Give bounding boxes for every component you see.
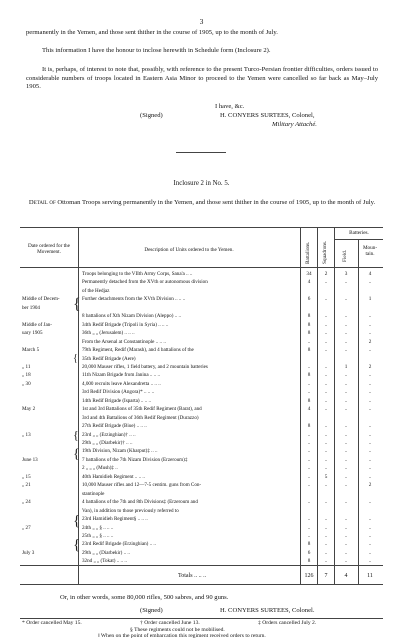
row-date: Middle of Decem- [22, 296, 60, 303]
row-description: 4 battalions of the 7th and 8th Divisions‡ (Erzeroum and [82, 499, 198, 506]
row-mountain-batteries: .. [368, 279, 372, 286]
row-mountain-batteries: .. [368, 330, 372, 337]
row-description: of the Hedjaz [82, 287, 110, 294]
row-field-batteries: 3 [344, 271, 348, 277]
paragraph-2: This information I have the honour to inclose herewith in Schedule form (Inclosure 2). [42, 47, 271, 54]
row-description: 20,000 Mauser rifles, 1 field battery, and 2 mountain batteries [82, 363, 208, 370]
row-description: 1st and 3rd Battalions of 35th Redif Regiment (Barat), and [82, 406, 202, 413]
row-squadrons: .. [324, 279, 328, 286]
row-field-batteries: 1 [344, 363, 348, 370]
col-divider-battalions [317, 227, 318, 584]
row-description: 14th Redif Brigade (Isparta) .. .. .. [82, 397, 152, 404]
row-squadrons: .. [324, 338, 328, 345]
row-mountain-batteries: .. [368, 423, 372, 430]
row-field-batteries: .. [344, 397, 348, 404]
row-battalions: .. [307, 431, 311, 438]
row-field-batteries: .. [344, 372, 348, 379]
row-battalions: 8 [307, 321, 311, 328]
row-mountain-batteries: .. [368, 499, 372, 506]
row-description: 10,000 Mauser rifles and 12—7-5 centim. guns from Con- [82, 482, 202, 489]
row-squadrons: .. [324, 516, 328, 523]
row-mountain-batteries: .. [368, 431, 372, 438]
section-divider [176, 152, 226, 153]
row-mountain-batteries: .. [368, 541, 372, 548]
row-squadrons: .. [324, 389, 328, 396]
row-date: „ 15 [22, 473, 31, 480]
row-battalions: .. [307, 465, 311, 472]
row-field-batteries: .. [344, 389, 348, 396]
row-squadrons: .. [324, 482, 328, 489]
row-field-batteries: .. [344, 431, 348, 438]
row-mountain-batteries: .. [368, 347, 372, 354]
row-mountain-batteries: .. [368, 473, 372, 480]
row-date: „ 11 [22, 363, 31, 370]
row-mountain-batteries: .. [368, 380, 372, 387]
col-divider-squadrons [334, 227, 335, 584]
row-battalions: 8 [307, 330, 311, 337]
row-field-batteries: .. [344, 549, 348, 556]
row-squadrons: .. [324, 558, 328, 565]
row-description: 2 „ „ „ (Mush)‡ .. [82, 465, 118, 472]
row-battalions: 8 [307, 372, 311, 379]
signature-name: H. CONYERS SURTEES, Colonel, [220, 112, 315, 119]
row-squadrons: .. [324, 465, 328, 472]
row-squadrons: .. [324, 448, 328, 455]
row-date: „ 13 [22, 431, 31, 438]
row-description: 40th Hamidieh Regiment .. .. .. [82, 473, 145, 480]
row-field-batteries: .. [344, 440, 348, 446]
row-field-batteries: .. [344, 423, 348, 430]
row-battalions: .. [307, 380, 311, 387]
row-mountain-batteries: .. [368, 558, 372, 565]
row-battalions: 8 [307, 313, 311, 320]
table-top-rule [20, 227, 383, 228]
table-totals-rule [20, 565, 383, 566]
row-field-batteries: .. [344, 532, 348, 539]
paragraph-1: permanently in the Yemen, and those sent thither in the course of 1905, up to the month of July. [26, 29, 278, 36]
row-battalions: .. [307, 440, 311, 446]
row-squadrons: .. [324, 347, 328, 354]
row-date: „ 18 [22, 372, 31, 379]
brace: { [73, 353, 78, 364]
row-date: March 5 [22, 347, 40, 354]
row-date: „ 30 [22, 380, 31, 387]
row-battalions: 8 [307, 347, 311, 354]
row-squadrons: .. [324, 330, 328, 337]
row-battalions: 6 [307, 549, 311, 556]
row-mountain-batteries: .. [368, 532, 372, 539]
header-squadrons: Squadrons. [322, 240, 328, 264]
row-mountain-batteries: .. [368, 440, 372, 446]
row-squadrons: .. [324, 440, 328, 446]
row-squadrons: .. [324, 423, 328, 430]
row-description: 3rd and 4th Battalions of 36th Redif Regiment (Durazzo) [82, 414, 199, 421]
footnote-star: * Order cancelled May 15. [22, 620, 82, 626]
brace: { [73, 447, 80, 462]
brace: { [73, 428, 79, 442]
enclosure-heading: Inclosure 2 in No. 5. [173, 180, 230, 187]
row-battalions: 4 [307, 279, 311, 286]
row-mountain-batteries: .. [368, 406, 372, 413]
row-mountain-batteries: .. [368, 465, 372, 472]
row-field-batteries: .. [344, 448, 348, 455]
row-description: Permanently detached from the XVth or autonomous division [82, 279, 208, 286]
header-batteries: Batteries. [349, 230, 369, 236]
row-field-batteries: .. [344, 482, 348, 489]
page-number: 3 [199, 17, 204, 26]
row-battalions: 34 [306, 271, 312, 277]
header-mountain: Moun-tain. [362, 245, 378, 258]
row-field-batteries: .. [344, 313, 348, 320]
row-mountain-batteries: .. [368, 372, 372, 379]
row-mountain-batteries: .. [368, 516, 372, 523]
row-description: Further detachments from the XVth Division .. .. .. [82, 296, 186, 303]
row-description: 32nd „ „ (Tokat) .. .. .. [82, 558, 127, 565]
row-date: „ 27 [22, 524, 31, 531]
signature-honour: I have, &c. [215, 103, 245, 110]
table-title [26, 199, 378, 208]
row-squadrons: .. [324, 431, 328, 438]
col-divider-date [78, 227, 79, 584]
row-field-batteries: .. [344, 473, 348, 480]
header-field: Field. [342, 250, 348, 262]
row-field-batteries: .. [344, 516, 348, 523]
row-description: 34th Redif Brigade (Tripoli in Syria) .. .. .. [82, 321, 169, 328]
row-squadrons: .. [324, 499, 328, 506]
row-field-batteries: .. [344, 465, 348, 472]
total-mountain: 11 [367, 573, 373, 579]
row-battalions: .. [307, 389, 311, 396]
row-description: 27th Redif Brigade (Biue) .. .. .. [82, 423, 147, 430]
row-mountain-batteries: .. [368, 389, 372, 396]
signature-signed: (Signed) [140, 112, 163, 119]
row-mountain-batteries: .. [368, 448, 372, 455]
row-battalions: 6 [307, 296, 311, 303]
row-mountain-batteries: .. [368, 313, 372, 320]
row-field-batteries: .. [344, 499, 348, 506]
paragraph-3: It is, perhaps, of interest to note that, possibly, with reference to the present Turco-Persian frontier difficulties, orders issued to considerable numbers of troops located in Eastern Asia Minor to proceed to the Yemen were cancelled so far back as May–July 1905. [26, 66, 378, 91]
row-field-batteries: .. [344, 279, 348, 286]
row-field-batteries: .. [344, 524, 348, 531]
row-field-batteries: .. [344, 347, 348, 354]
row-squadrons: 5 [324, 473, 328, 480]
row-date: „ 21 [22, 482, 31, 489]
totals-label: Totals .. .. .. [178, 573, 207, 579]
row-description: 36th „ „ (Jerusalem) .. .. .. [82, 330, 135, 337]
row-battalions: .. [307, 482, 311, 489]
row-date: uary 1905 [22, 330, 43, 337]
footnote-rule [20, 618, 383, 619]
row-battalions: .. [307, 448, 311, 455]
total-field: 4 [344, 573, 348, 579]
brace: { [73, 296, 81, 313]
row-battalions: .. [307, 473, 311, 480]
row-description: From the Arsenal at Constantinople .. .. .. [82, 338, 166, 345]
row-mountain-batteries: 4 [368, 271, 372, 277]
row-battalions: 8 [307, 558, 311, 565]
row-mountain-batteries: .. [368, 524, 372, 531]
row-squadrons: .. [324, 363, 328, 370]
table-title-lead: Detail of [28, 199, 56, 206]
table-header-rule [20, 267, 383, 268]
row-field-batteries: .. [344, 296, 348, 303]
row-battalions: .. [307, 456, 311, 463]
row-description: 24th „ „ § .. .. .. [82, 524, 114, 531]
row-mountain-batteries: .. [368, 397, 372, 404]
col-divider-desc [300, 227, 301, 584]
row-field-batteries: .. [344, 380, 348, 387]
row-description: stantinople [82, 490, 105, 497]
row-squadrons: 2 [324, 271, 328, 277]
header-description: Description of Units ordered to the Yemen. [144, 247, 234, 253]
total-squadrons: 7 [324, 573, 328, 579]
row-description: 8 battalions of Xth Nizam Division (Aleppo) .. .. [82, 313, 182, 320]
row-date: „ 24 [22, 499, 31, 506]
row-squadrons: .. [324, 549, 328, 556]
header-date: Date ordered for the Movement. [28, 243, 70, 256]
row-description: 19th Division, Nizam (Kharput)‡ .. .. [82, 448, 158, 455]
row-mountain-batteries: .. [368, 549, 372, 556]
row-description: 29th „ „ (Diarbekir) .. .. [82, 549, 130, 556]
row-squadrons: .. [324, 524, 328, 531]
row-battalions: .. [307, 524, 311, 531]
row-squadrons: .. [324, 541, 328, 548]
row-date: June 13 [22, 456, 38, 463]
row-description: Troops belonging to the VIIth Army Corps, Sana'a .. .. [82, 271, 193, 277]
row-description: 4,000 recruits leave Alexandretta .. .. .. [82, 380, 161, 387]
row-mountain-batteries: .. [368, 456, 372, 463]
row-squadrons: .. [324, 380, 328, 387]
row-field-batteries: .. [344, 558, 348, 565]
row-battalions: .. [307, 532, 311, 539]
row-battalions: .. [307, 499, 311, 506]
footnote-section: § These regiments could not be mobilised. [130, 627, 225, 633]
col-divider-field [358, 239, 359, 584]
row-date: ber 1904 [22, 304, 40, 311]
row-squadrons: .. [324, 532, 328, 539]
footnote-parallel: ‖ When on the point of embarcation this regiment received orders to return. [98, 633, 266, 639]
footnote-double-dagger: ‡ Orders cancelled July 2. [258, 620, 317, 626]
row-field-batteries: .. [344, 321, 348, 328]
row-battalions: 8 [307, 423, 311, 430]
row-description: 23rd „ „ (Erzinghian)† .. .. [82, 431, 136, 438]
row-date: Middle of Jan- [22, 321, 52, 328]
total-battalions: 126 [304, 573, 314, 579]
row-date: July 3 [22, 549, 35, 556]
table-title-rest: Ottoman Troops serving permanently in the Yemen, and those sent thither in the course of 1905, up to the month of July. [57, 199, 376, 206]
row-battalions: 8 [307, 541, 311, 548]
closing-sentence: Or, in other words, some 80,000 rifles, 500 sabres, and 90 guns. [60, 594, 229, 601]
row-description: 29th „ „ (Diarbekir)† .. .. [82, 440, 133, 446]
row-squadrons: .. [324, 372, 328, 379]
row-description: 79th Regiment, Redif (Marash), and 4 battalions of the [82, 347, 194, 354]
row-battalions: 4 [307, 406, 311, 413]
row-description: 35th Redif Brigade (Aere) [82, 355, 136, 362]
row-description: 23rd Redif Brigade (Erzinghian) .. .. [82, 541, 156, 548]
row-squadrons: .. [324, 397, 328, 404]
row-squadrons: .. [324, 406, 328, 413]
row-description: 25th „ „ § .. .. .. [82, 532, 114, 539]
row-field-batteries: .. [344, 330, 348, 337]
brace: { [73, 537, 81, 553]
row-mountain-batteries: 2 [368, 482, 372, 489]
row-description: 7 battalions of the 7th Nizam Division (Erzeroum)‡ [82, 456, 188, 463]
row-battalions: 8 [307, 397, 311, 404]
row-mountain-batteries: .. [368, 321, 372, 328]
row-field-batteries: .. [344, 338, 348, 345]
signature-title: Military Attaché. [272, 121, 317, 128]
row-description: Van), in addition to those previously referred to [82, 507, 179, 514]
table-bottom-rule [20, 584, 383, 585]
row-squadrons: .. [324, 456, 328, 463]
signature2-name: H. CONYERS SURTEES, Colonel. [220, 607, 315, 614]
row-squadrons: .. [324, 313, 328, 320]
row-battalions: .. [307, 338, 311, 345]
row-mountain-batteries: 2 [368, 363, 372, 370]
row-field-batteries: .. [344, 456, 348, 463]
row-date: May 2 [22, 406, 36, 413]
row-description: 23rd Hamidieh Regiment§ .. .. .. [82, 516, 148, 523]
row-description: 11th Nizam Brigade from Janina .. .. .. [82, 372, 161, 379]
row-mountain-batteries: 1 [368, 296, 372, 303]
row-squadrons: .. [324, 296, 328, 303]
brace: { [73, 513, 81, 529]
row-field-batteries: .. [344, 406, 348, 413]
row-battalions: .. [307, 516, 311, 523]
row-squadrons: .. [324, 321, 328, 328]
row-description: 3rd Redif Division (Angora)* .. .. .. [82, 389, 155, 396]
header-battalions: Battalions. [305, 241, 311, 264]
signature2-signed: (Signed) [140, 607, 163, 614]
row-field-batteries: .. [344, 541, 348, 548]
footnote-dagger: † Order cancelled June 13. [140, 620, 200, 626]
row-battalions: .. [307, 363, 311, 370]
row-mountain-batteries: 2 [368, 338, 372, 345]
